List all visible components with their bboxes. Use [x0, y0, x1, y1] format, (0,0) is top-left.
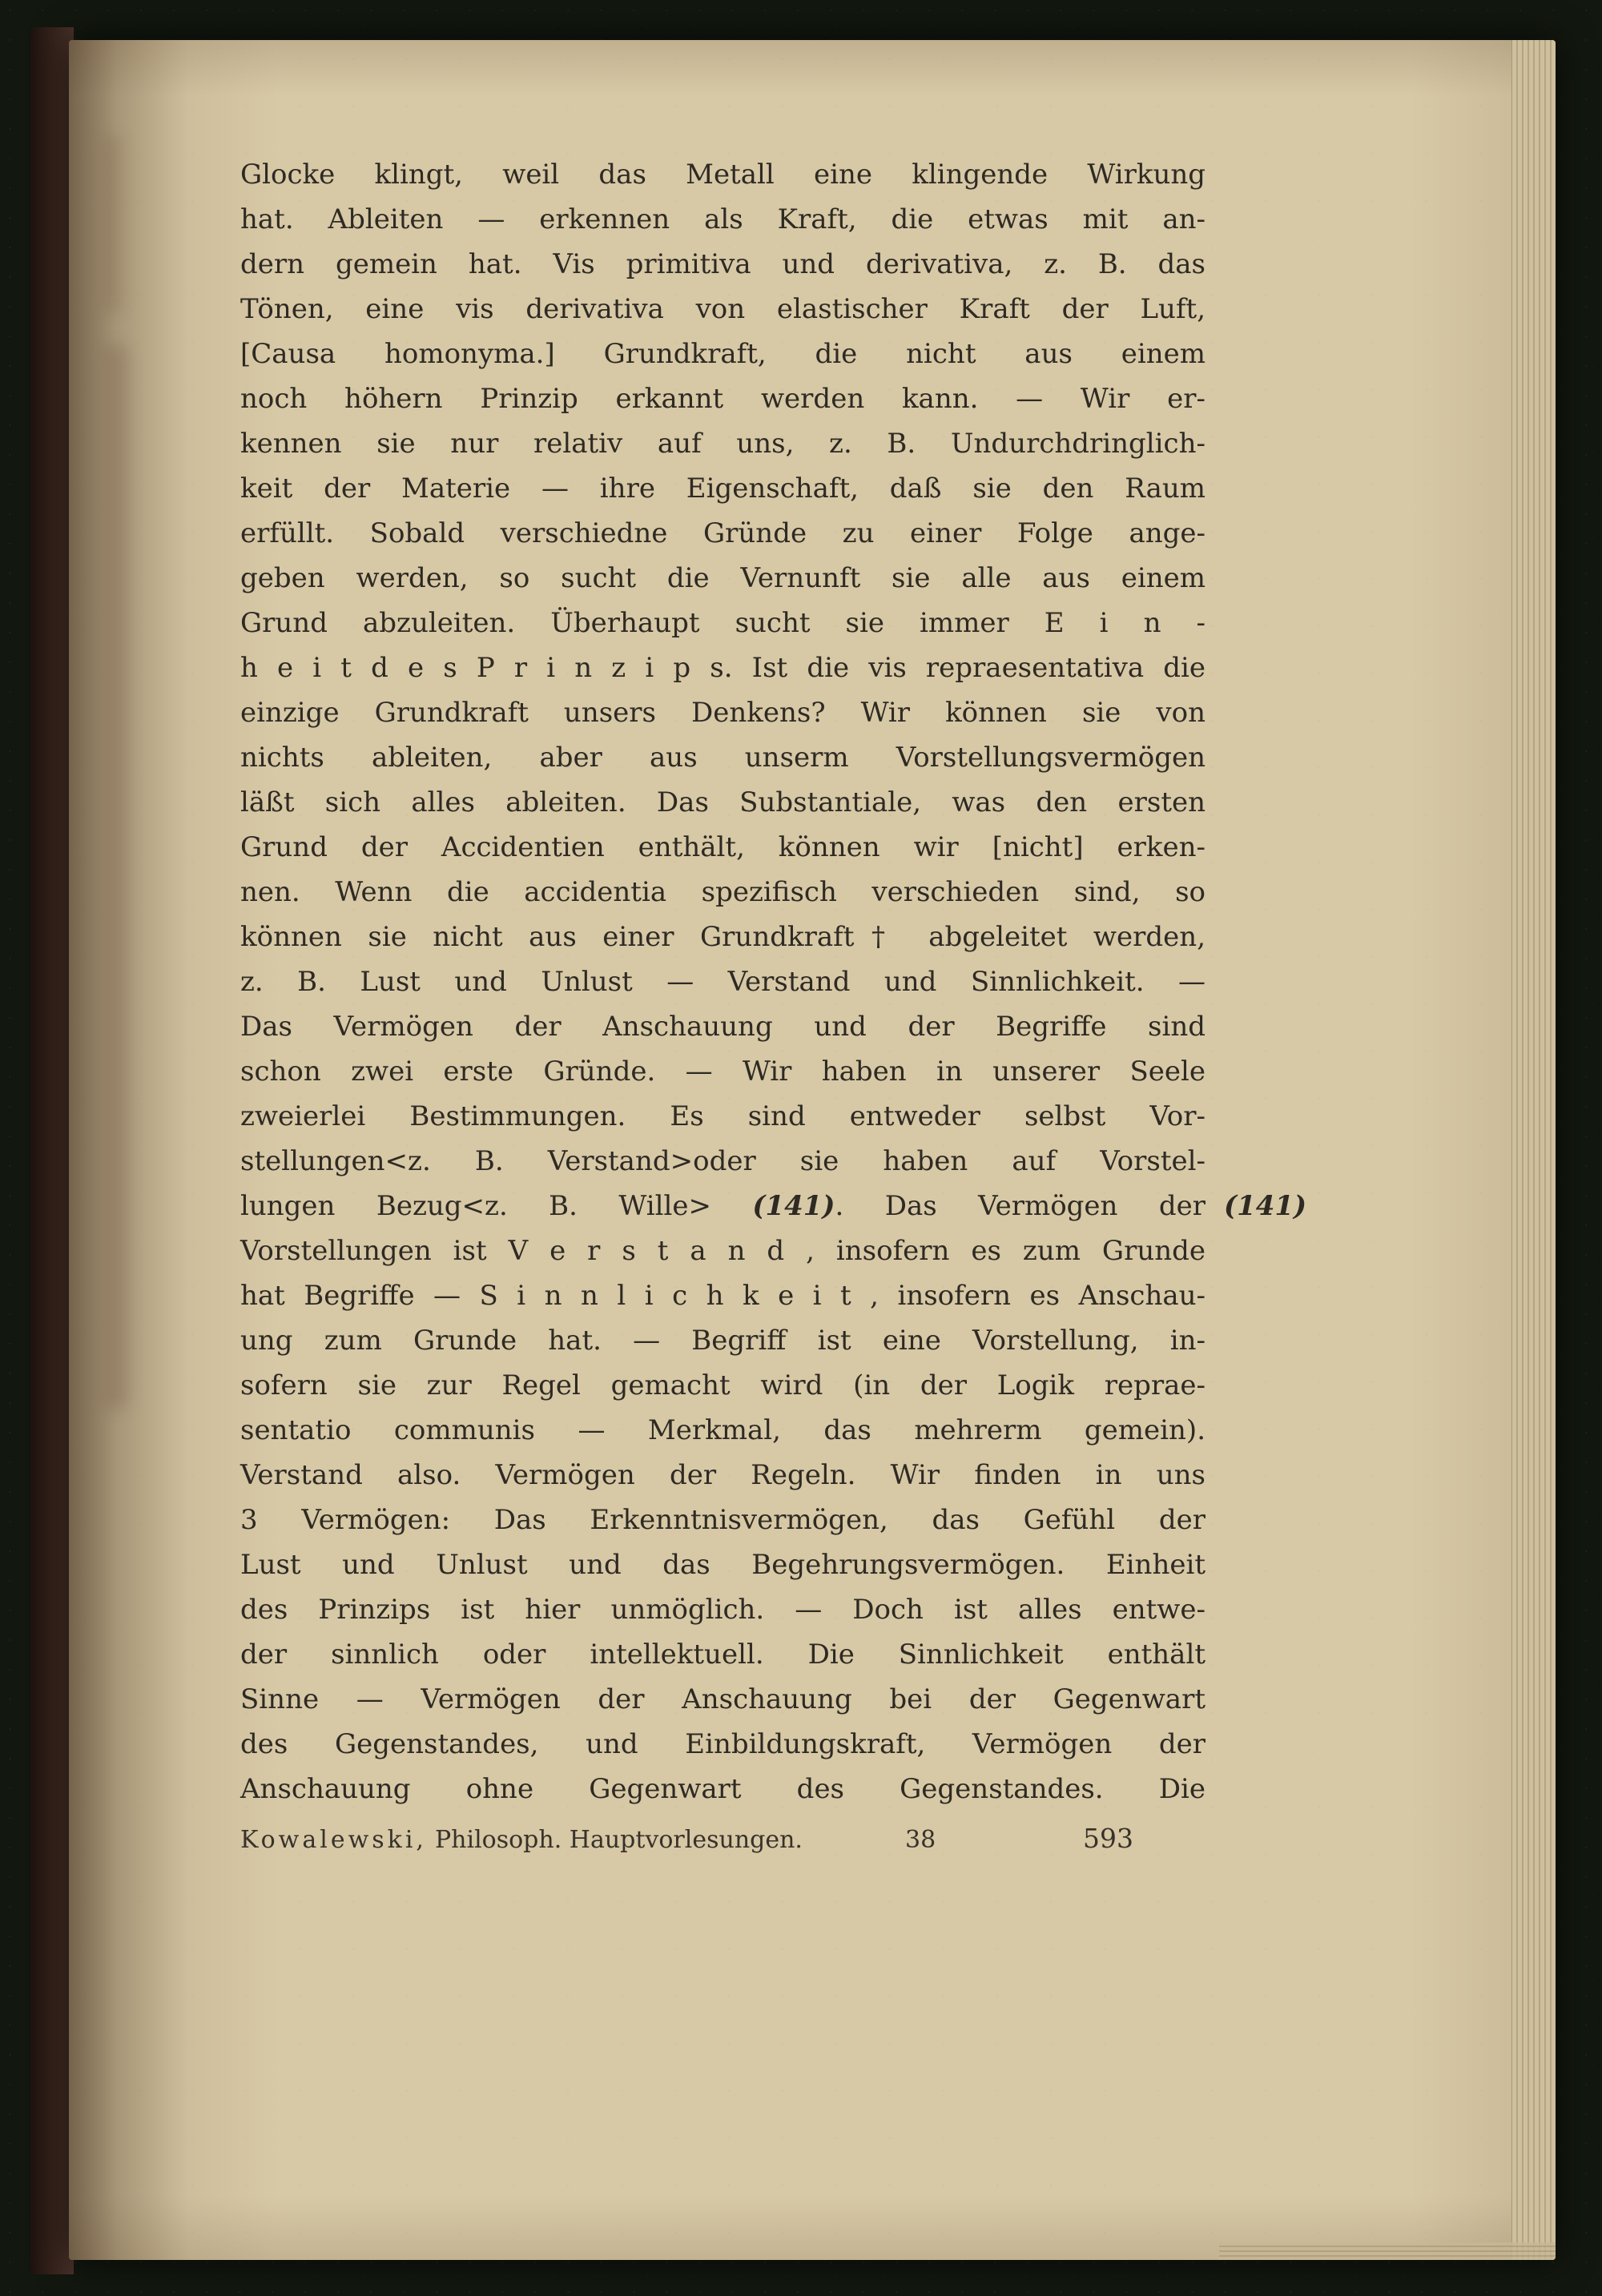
- text-line: des Prinzips ist hier unmöglich. — Doch ist alles entwe-: [240, 1594, 1206, 1626]
- book-page: [69, 40, 1556, 2260]
- body-lines: [240, 152, 1307, 1811]
- text-line: dern gemein hat. Vis primitiva und derivativa, z. B. das: [240, 248, 1206, 280]
- text-line: kennen sie nur relativ auf uns, z. B. Undurchdringlich-: [240, 428, 1206, 460]
- inline-reference: (141): [752, 1190, 835, 1222]
- footer-work: Philosoph. Hauptvorlesungen.: [434, 1826, 803, 1854]
- margin-note: (141): [1224, 1190, 1307, 1222]
- text-line: zweierlei Bestimmungen. Es sind entweder selbst Vor-: [240, 1100, 1206, 1132]
- text-line: nichts ableiten, aber aus unserm Vorstellungsvermögen: [240, 742, 1206, 774]
- binding-stain: [104, 136, 122, 312]
- text-line: Glocke klingt, weil das Metall eine klingende Wirkung: [240, 159, 1206, 191]
- text-line: nen. Wenn die accidentia spezifisch verschieden sind, so: [240, 876, 1206, 908]
- text-line: geben werden, so sucht die Vernunft sie alle aus einem: [240, 562, 1206, 594]
- text-line: Grund abzuleiten. Überhaupt sucht sie immer E i n -: [240, 607, 1206, 639]
- text-line: des Gegenstandes, und Einbildungskraft, Vermögen der: [240, 1728, 1206, 1760]
- book-cover-edge: [30, 27, 74, 2274]
- text-line: erfüllt. Sobald verschiedne Gründe zu einer Folge ange-: [240, 517, 1206, 549]
- text-line: Anschauung ohne Gegenwart des Gegenstandes. Die: [240, 1773, 1206, 1805]
- footer-page-number: 593: [1083, 1823, 1133, 1854]
- text-line: sentatio communis — Merkmal, das mehrerm gemein).: [240, 1414, 1206, 1446]
- text-line: z. B. Lust und Unlust — Verstand und Sinnlichkeit. —: [240, 966, 1206, 998]
- text-line: [Causa homonyma.] Grundkraft, die nicht aus einem: [240, 338, 1206, 370]
- text-line: hat. Ableiten — erkennen als Kraft, die etwas mit an-: [240, 203, 1206, 235]
- text-block: [240, 152, 1307, 1854]
- text-line: Das Vermögen der Anschauung und der Begriffe sind: [240, 1011, 1206, 1043]
- footer-signature: 38: [905, 1826, 936, 1854]
- footer-author: Kowalewski,: [240, 1826, 427, 1854]
- text-line: h e i t d e s P r i n z i p s. Ist die vis repraesentativa die: [240, 652, 1206, 684]
- text-line: 3 Vermögen: Das Erkenntnisvermögen, das Gefühl der: [240, 1504, 1206, 1536]
- text-line: Grund der Accidentien enthält, können wir [nicht] erken-: [240, 831, 1206, 863]
- text-line: lungen Bezug<z. B. Wille> (141). Das Vermögen der (141): [240, 1184, 1206, 1228]
- text-line: Vorstellungen ist V e r s t a n d , insofern es zum Grunde: [240, 1235, 1206, 1267]
- text-line: der sinnlich oder intellektuell. Die Sinnlichkeit enthält: [240, 1639, 1206, 1671]
- gutter-shadow: [69, 40, 189, 2260]
- text-line: schon zwei erste Gründe. — Wir haben in unserer Seele: [240, 1056, 1206, 1088]
- footer-line: [240, 1818, 1206, 1853]
- text-line: läßt sich alles ableiten. Das Substantiale, was den ersten: [240, 786, 1206, 818]
- text-line: können sie nicht aus einer Grundkraft† abgeleitet werden,: [240, 921, 1206, 953]
- text-line: Verstand also. Vermögen der Regeln. Wir finden in uns: [240, 1459, 1206, 1491]
- text-line: stellungen<z. B. Verstand>oder sie haben auf Vorstel-: [240, 1145, 1206, 1177]
- text-line: hat Begriffe — S i n n l i c h k e i t , insofern es Anschau-: [240, 1280, 1206, 1312]
- text-line: keit der Materie — ihre Eigenschaft, daß sie den Raum: [240, 472, 1206, 505]
- text-line: einzige Grundkraft unsers Denkens? Wir können sie von: [240, 697, 1206, 729]
- text-line: Sinne — Vermögen der Anschauung bei der Gegenwart: [240, 1683, 1206, 1715]
- text-line: Lust und Unlust und das Begehrungsvermögen. Einheit: [240, 1549, 1206, 1581]
- text-line: ung zum Grunde hat. — Begriff ist eine Vorstellung, in-: [240, 1325, 1206, 1357]
- page-edge-stack-bottom: [1219, 2242, 1556, 2260]
- text-line: Tönen, eine vis derivativa von elastischer Kraft der Luft,: [240, 293, 1206, 325]
- page-edge-stack: [1511, 40, 1556, 2260]
- binding-stain: [104, 344, 128, 1409]
- text-line: noch höhern Prinzip erkannt werden kann. — Wir er-: [240, 383, 1206, 415]
- text-line: sofern sie zur Regel gemacht wird (in der Logik reprae-: [240, 1369, 1206, 1401]
